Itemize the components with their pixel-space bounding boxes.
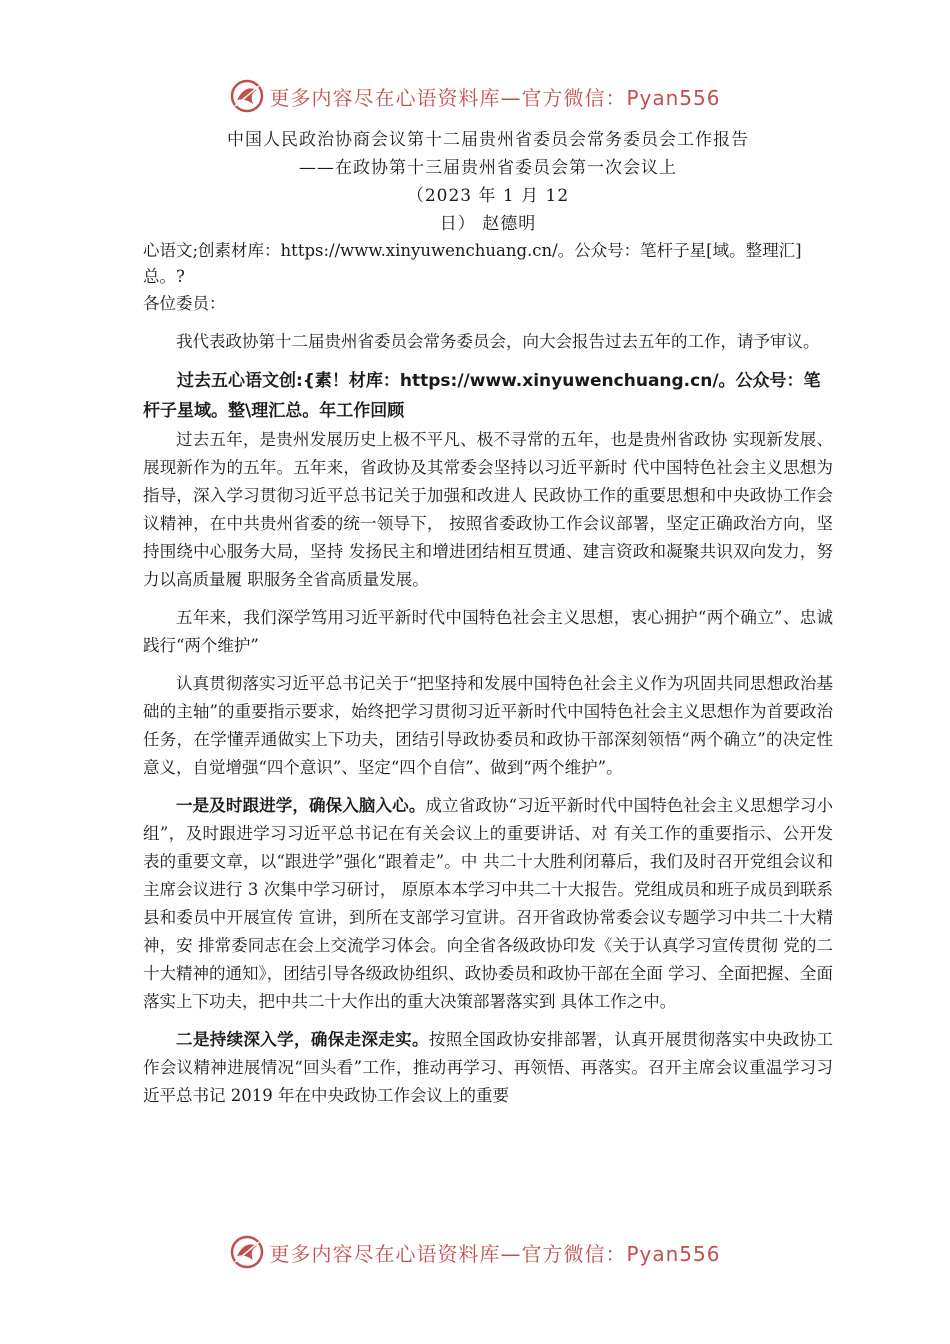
paragraph-review: 过去五年，是贵州发展历史上极不平凡、极不寻常的五年，也是贵州省政协 实现新发展、展现新作为的五年。五年来，省政协及其常委会坚持以习近平新时 代中国特色社会主义思想为指导，深入学习贯彻习近平总书记关于加强和改进人 民政协工作的重要思想和中央政协工作会议精神，在中共贵州省委的统一领导下， 按照省委政协工作会议部署，坚定正确政治方向，坚持围绕中心服务大局，坚持 发扬民主和增进团结相互贯通、建言资政和凝聚共识双向发力，努力以高质量履 职服务全省高质量发展。 <box>143 430 833 589</box>
paragraph-theme: 五年来，我们深学笃用习近平新时代中国特色社会主义思想，衷心拥护“两个确立”、忠诚践行“两个维护” <box>143 608 833 655</box>
watermark-text: 更多内容尽在心语资料库—官方微信：Pyan556 <box>269 1241 721 1266</box>
watermark-footer <box>0 1228 950 1276</box>
report-title: 中国人民政治协商会议第十二届贵州省委员会常务委员会工作报告 <box>227 130 749 150</box>
report-date: （2023 年 1 月 12 <box>406 186 570 206</box>
paragraph-point-one <box>143 792 833 1016</box>
report-author: 日） 赵德明 <box>439 214 537 234</box>
watermark-header <box>0 72 950 120</box>
paragraph-implementation: 认真贯彻落实习近平总书记关于“把坚持和发展中国特色社会主义作为巩固共同思想政治基础的主轴”的重要指示要求，始终把学习贯彻习近平新时代中国特色社会主义思想作为首要政治任务，在学懂弄通做实上下功夫，团结引导政协委员和政协干部深刻领悟“两个确立”的决定性意义，自觉增强“四个意识”、坚定“四个自信”、做到“两个维护”。 <box>143 674 833 777</box>
report-subtitle: ——在政协第十三届贵州省委员会第一次会议上 <box>299 158 677 178</box>
section-heading: 过去五心语文创:{素！材库：https://www.xinyuwenchuang.cn/。公众号：笔杆子星域。整\理汇总。年工作回顾 <box>143 371 821 421</box>
point-two-text: 按照全国政协安排部署，认真开展贯彻落实中央政协工作会议精神进展情况“回头看”工作，推动再学习、再领悟、再落实。召开主席会议重温学习习近平总书记 2019 年在中央政协工作会议上的重要 <box>143 1030 834 1105</box>
source-note: 心语文;创素材库：https://www.xinyuwenchuang.cn/。公众号：笔杆子星[域。整理汇]总。? <box>143 241 802 286</box>
logo-icon <box>229 1234 265 1270</box>
watermark-text: 更多内容尽在心语资料库—官方微信：Pyan556 <box>269 85 721 110</box>
point-two-lead: 二是持续深入学，确保走深走实。 <box>176 1030 429 1049</box>
logo-icon <box>229 78 265 114</box>
intro-paragraph: 我代表政协第十二届贵州省委员会常务委员会，向大会报告过去五年的工作，请予审议。 <box>176 332 820 351</box>
point-one-lead: 一是及时跟进学，确保入脑入心。 <box>176 796 426 815</box>
point-one-text: 成立省政协“习近平新时代中国特色社会主义思想学习小组”，及时跟进学习习近平总书记在有关会议上的重要讲话、对 有关工作的重要指示、公开发表的重要文章，以“跟进学”强化“跟着走”。中 共二十大胜利闭幕后，我们及时召开党组会议和主席会议进行 3 次集中学习研讨， 原原本本学习中共二十大报告。党组成员和班子成员到联系县和委员中开展宣传 宣讲，到所在支部学习宣讲。召开省政协常委会议专题学习中共二十大精神，安 排常委同志在会上交流学习体会。向全省各级政协印发《关于认真学习宣传贯彻 党的二十大精神的通知》，团结引导各级政协组织、政协委员和政协干部在全面 学习、全面把握、全面落实上下功夫，把中共二十大作出的重大决策部署落实到 具体工作之中。 <box>143 796 834 1011</box>
salutation: 各位委员： <box>143 294 226 313</box>
paragraph-point-two <box>143 1026 833 1110</box>
document-body <box>143 126 833 1110</box>
